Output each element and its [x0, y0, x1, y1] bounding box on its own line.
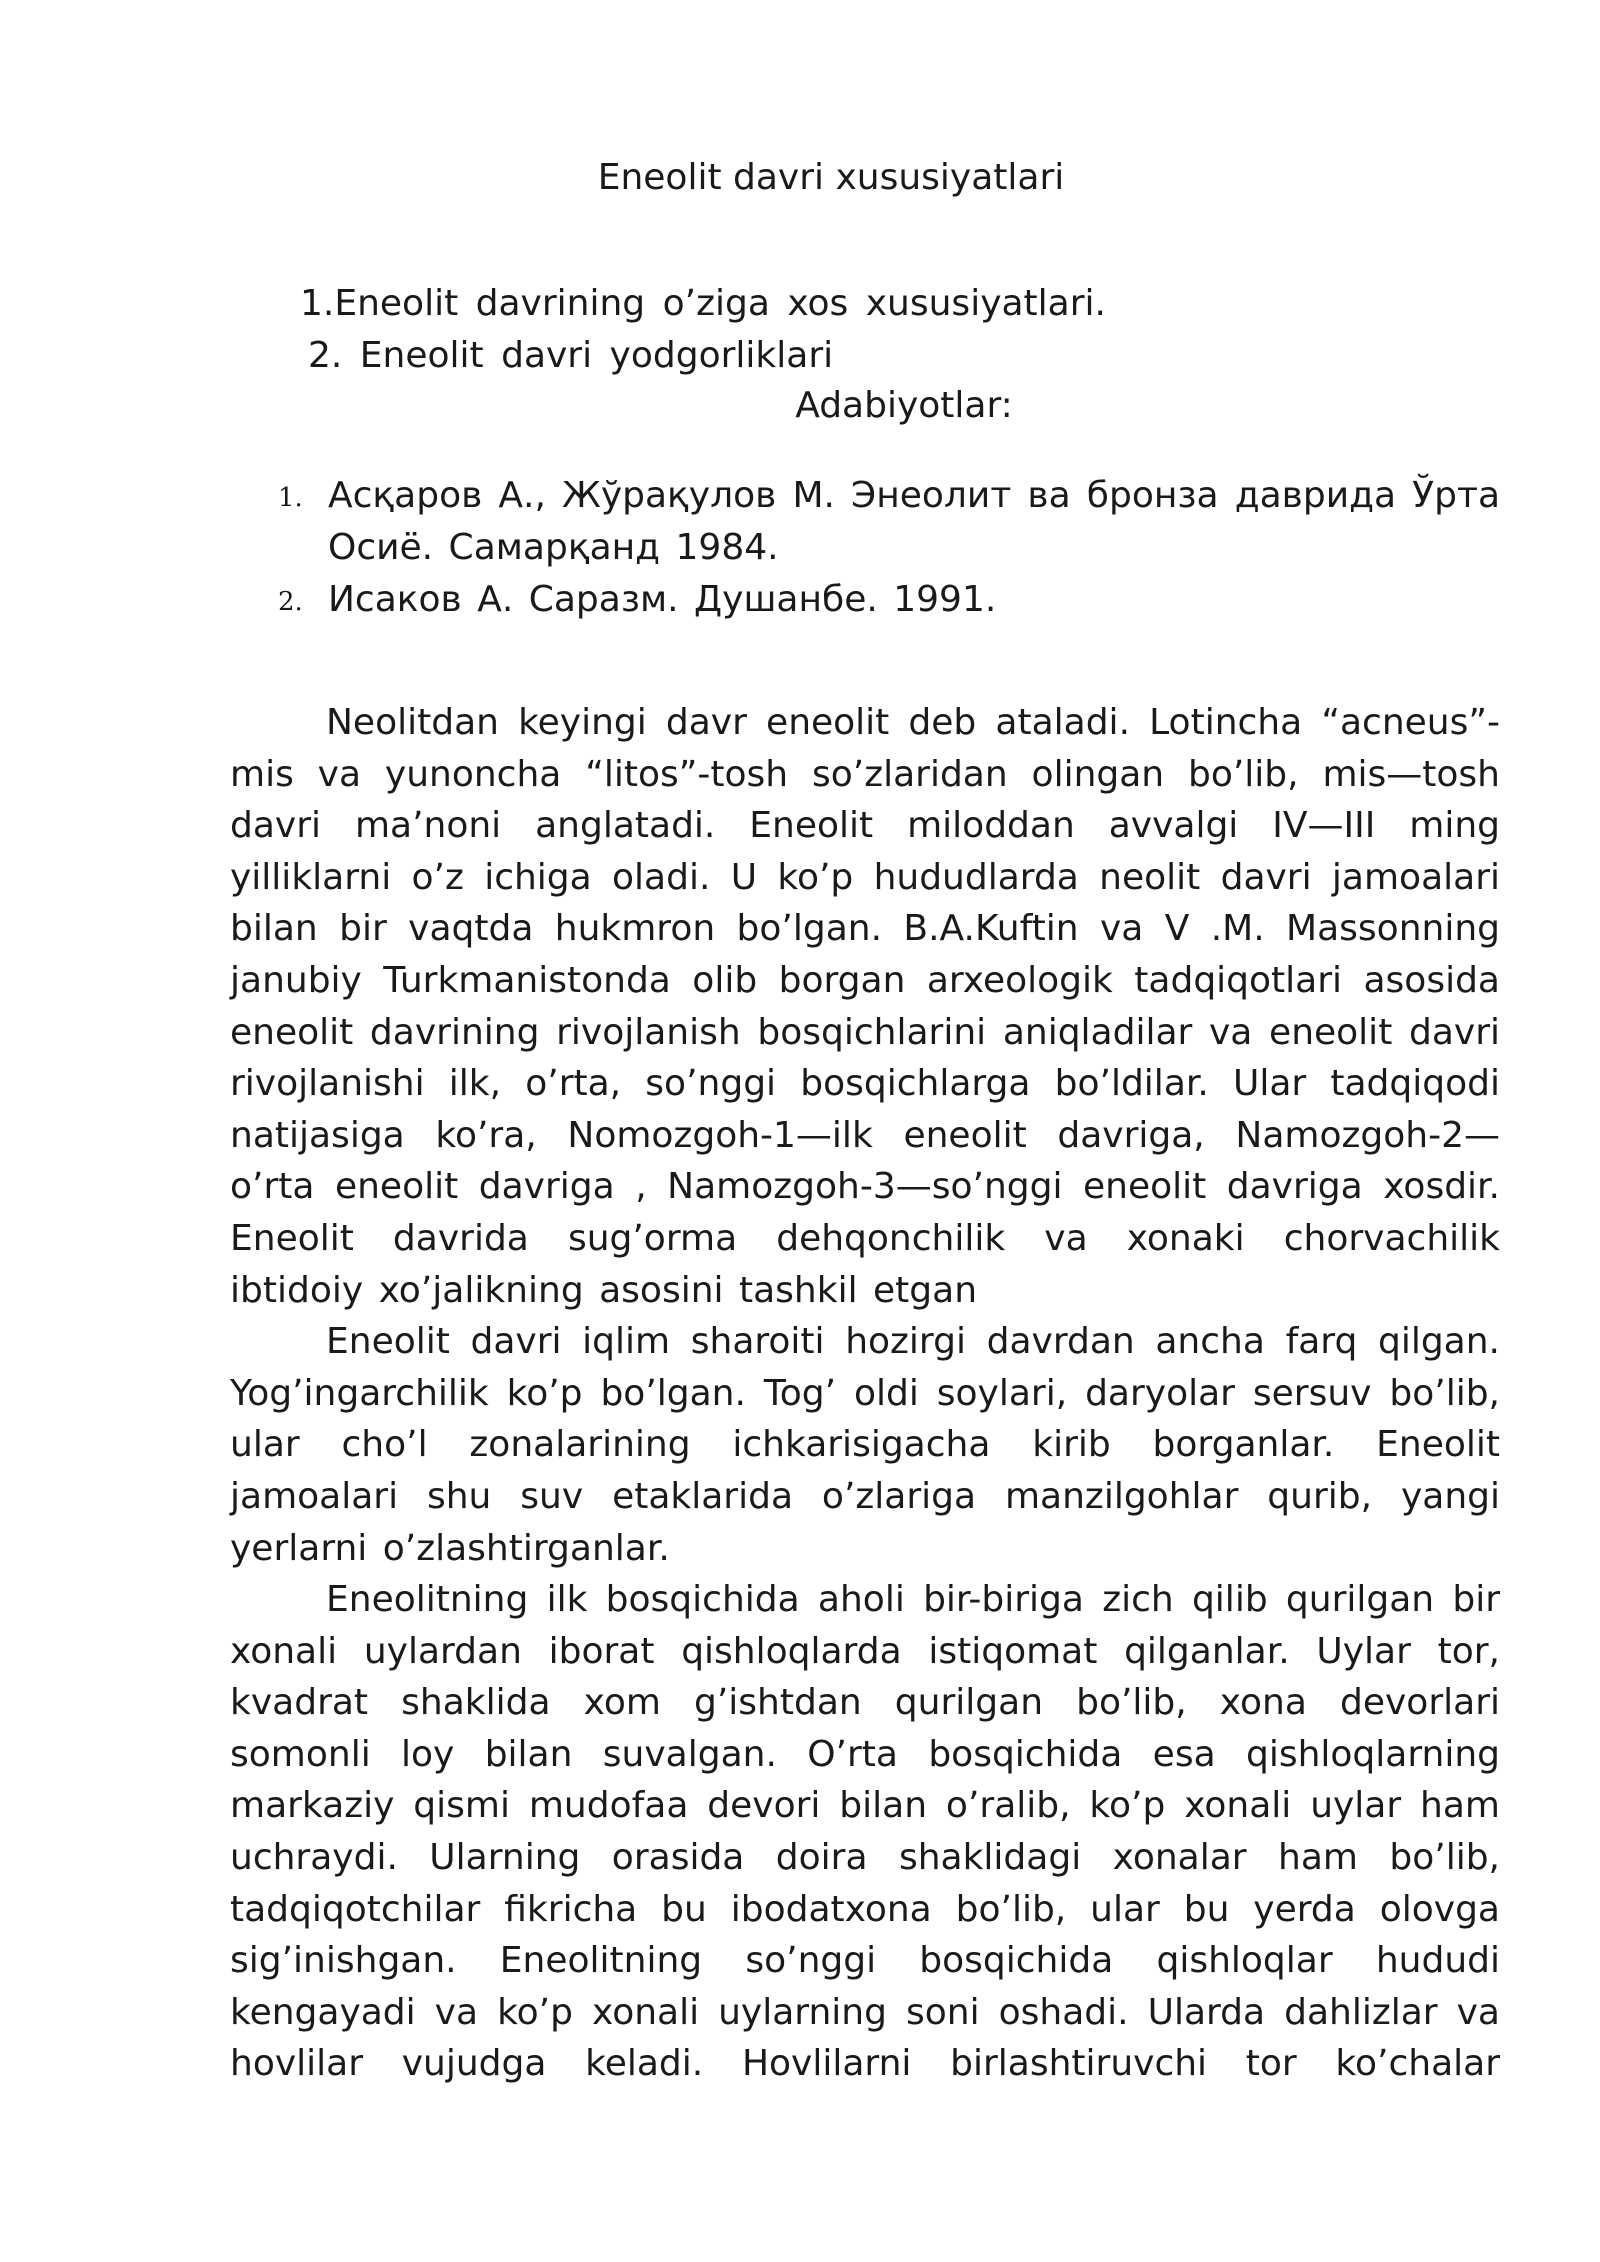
- references-heading: Adabiyotlar:: [795, 385, 1013, 426]
- reference-text: Асқаров А., Жўрақулов М. Энеолит ва бронза даврида Ўрта Осиё. Самарқанд 1984.: [328, 475, 1500, 568]
- reference-item: [278, 574, 1500, 626]
- document-title: Eneolit davri xususiyatlari: [597, 157, 1065, 198]
- reference-text: Исаков А. Саразм. Душанбе. 1991.: [328, 579, 997, 620]
- reference-item: [278, 470, 1500, 574]
- reference-number: 2.: [278, 587, 303, 617]
- paragraph-3: Eneolitning ilk bosqichida aholi bir-biriga zich qilib qurilgan bir xonali uylardan iborat qishloqlarda istiqomat qilganlar. Uylar tor, kvadrat shaklida xom g’ishtdan qurilgan bo’lib, xona devorlari somonli loy bilan suvalgan. O’rta bosqichida esa qishloqlarning markaziy qismi mudofaa devori bilan o’ralib, ko’p xonali uylar ham uchraydi. Ularning orasida doira shaklidagi xonalar ham bo’lib, tadqiqotchilar fikricha bu ibodatxona bo’lib, ular bu yerda olovga sig’inishgan. Eneolitning so’nggi bosqichida qishloqlar hududi kengayadi va ko’p xonali uylarning soni oshadi. Ularda dahlizlar va hovlilar vujudga keladi. Hovlilarni birlashtiruvchi tor ko’chalar: [230, 1579, 1500, 2085]
- paragraph-2: Eneolit davri iqlim sharoiti hozirgi davrdan ancha farq qilgan. Yog’ingarchilik ko’p bo’lgan. Tog’ oldi soylari, daryolar sersuv bo’lib, ular cho’l zonalarining ichkarisigacha kirib borganlar. Eneolit jamoalari shu suv etaklarida o’zlariga manzilgohlar qurib, yangi yerlarni o’zlashtirganlar.: [230, 1321, 1500, 1569]
- body-text: [230, 697, 1500, 2090]
- paragraph-1: Neolitdan keyingi davr eneolit deb ataladi. Lotincha “acneus”-mis va yunoncha “litos”-tosh so’zlaridan olingan bo’lib, mis—tosh davri ma’noni anglatadi. Eneolit miloddan avvalgi IV—III ming yilliklarni o’z ichiga oladi. U ko’p hududlarda neolit davri jamoalari bilan bir vaqtda hukmron bo’lgan. B.A.Kuftin va V .M. Massonning janubiy Turkmanistonda olib borgan arxeologik tadqiqotlari asosida eneolit davrining rivojlanish bosqichlarini aniqladilar va eneolit davri rivojlanishi ilk, o’rta, so’nggi bosqichlarga bo’ldilar. Ular tadqiqodi natijasiga ko’ra, Nomozgoh-1—ilk eneolit davriga, Namozgoh-2— o’rta eneolit davriga , Namozgoh-3—so’nggi eneolit davriga xosdir. Eneolit davrida sug’orma dehqonchilik va xonaki chorvachilik ibtidoiy xo’jalikning asosini tashkil etgan: [230, 702, 1500, 1311]
- lecture-plan: [300, 278, 1106, 382]
- plan-item-1: 1.Eneolit davrining o’ziga xos xususiyatlari.: [300, 283, 1106, 324]
- plan-item-2: 2. Eneolit davri yodgorliklari: [308, 335, 834, 376]
- reference-number: 1.: [278, 483, 303, 513]
- references-list: [278, 470, 1500, 626]
